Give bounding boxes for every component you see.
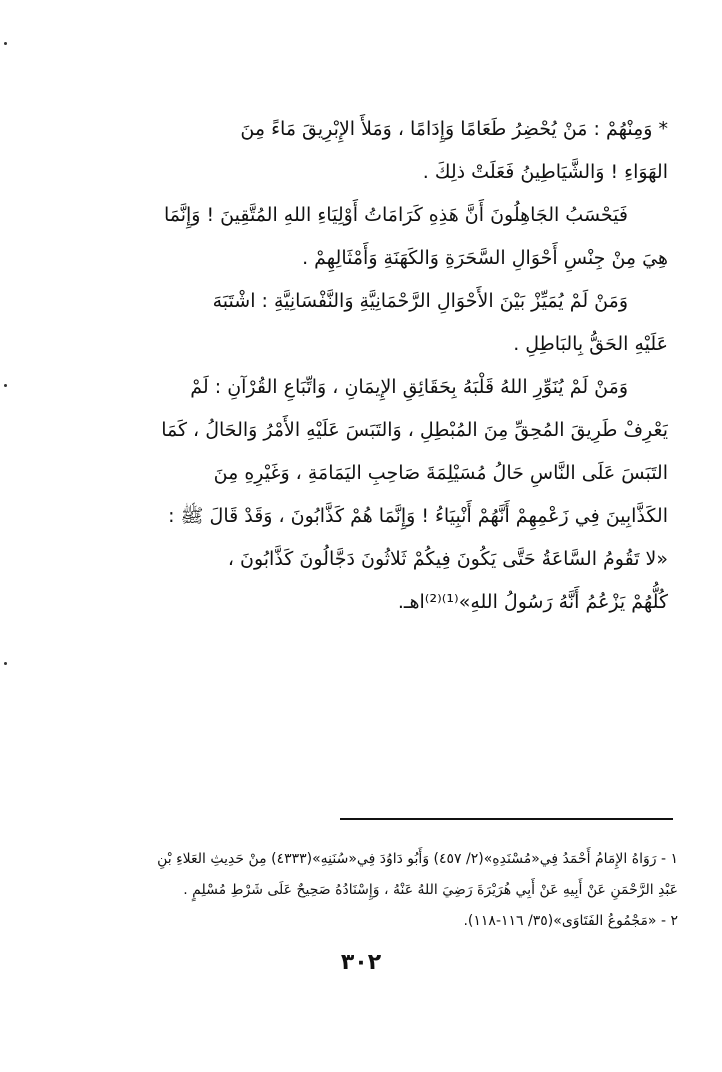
main-text — [46, 108, 668, 624]
text-line: فَيَحْسَبُ الجَاهِلُونَ أَنَّ هَذِهِ كَرَامَاتُ أَوْلِيَاءِ اللهِ المُتَّقِينَ ! وَإِنَّمَا — [163, 204, 628, 226]
footnote-line: ٢ - «مَجْمُوعُ الفَتَاوَى»(٣٥/ ١١٦-١١٨). — [463, 913, 678, 929]
text-line: التَبَسَ عَلَى النَّاسِ حَالُ مُسَيْلِمَةَ صَاحِبِ اليَمَامَةِ ، وَغَيْرِهِ مِنَ — [213, 462, 668, 484]
text-line: هِيَ مِنْ جِنْسِ أَحْوَالِ السَّحَرَةِ وَالكَهَنَةِ وَأَمْثَالِهِمْ . — [302, 247, 668, 269]
text-line: الهَوَاءِ ! وَالشَّيَاطِينُ فَعَلَتْ ذلِكَ . — [422, 161, 668, 183]
text-line: وَمَنْ لَمْ يُنَوِّرِ اللهُ قَلْبَهُ بِحَقَائِقِ الإِيمَانِ ، وَاتِّبَاعِ القُرْآنِ : لَمْ — [190, 376, 628, 398]
text-line: الكَذَّابِينَ فِي زَعْمِهِمْ أَنَّهُمْ أَنْبِيَاءُ ! وَإِنَّمَا هُمْ كَذَّابُونَ ، وَقَدْ قَالَ ﷺ : — [168, 505, 668, 527]
text-line: * وَمِنْهُمْ : مَنْ يُحْضِرُ طَعَامًا وَإِدَامًا ، وَمَلأَ الإِبْرِيقَ مَاءً مِنَ — [240, 118, 668, 140]
paragraph — [46, 280, 668, 366]
footnote-separator — [340, 818, 673, 820]
footnote-line: عَبْدِ الرَّحْمَنِ عَنْ أَبِيهِ عَنْ أَبِي هُرَيْرَةَ رَضِيَ اللهُ عَنْهُ ، وَإِسْنَادُهُ صَحِيحٌ عَلَى شَرْطِ مُسْلِمٍ . — [183, 882, 678, 898]
text-line: كُلُّهُمْ يَزْعُمُ أَنَّهُ رَسُولُ اللهِ»⁽¹⁾⁽²⁾اهـ. — [397, 591, 668, 613]
text-line: وَمَنْ لَمْ يُمَيِّزْ بَيْنَ الأَحْوَالِ الرَّحْمَانِيَّةِ وَالنَّفْسَانِيَّةِ : اشْتَبَهَ — [212, 290, 628, 312]
page-number: ٣٠٢ — [340, 950, 382, 975]
margin-dot — [4, 662, 7, 665]
paragraph — [46, 108, 668, 194]
text-line: يَعْرِفْ طَرِيقَ المُحِقِّ مِنَ المُبْطِلِ ، وَالتَبَسَ عَلَيْهِ الأَمْرُ وَالحَالُ ، كَمَا — [161, 419, 668, 441]
footnote-line: ١ - رَوَاهُ الإِمَامُ أَحْمَدُ فِي«مُسْنَدِهِ»(٢/ ٤٥٧) وَأَبُو دَاوُدَ فِي«سُنَنِهِ»(٤٣٣٣) مِنْ حَدِيثِ العَلاءِ بْنِ — [157, 851, 678, 867]
paragraph — [46, 194, 668, 280]
text-line: عَلَيْهِ الحَقُّ بِالبَاطِلِ . — [513, 333, 668, 355]
margin-dot — [4, 42, 7, 45]
text-line: «لا تَقُومُ السَّاعَةُ حَتَّى يَكُونَ فِيكُمْ ثَلاثُونَ دَجَّالُونَ كَذَّابُونَ ، — [227, 548, 668, 570]
footnotes — [46, 844, 678, 937]
paragraph — [46, 366, 668, 624]
margin-dot — [4, 384, 7, 387]
